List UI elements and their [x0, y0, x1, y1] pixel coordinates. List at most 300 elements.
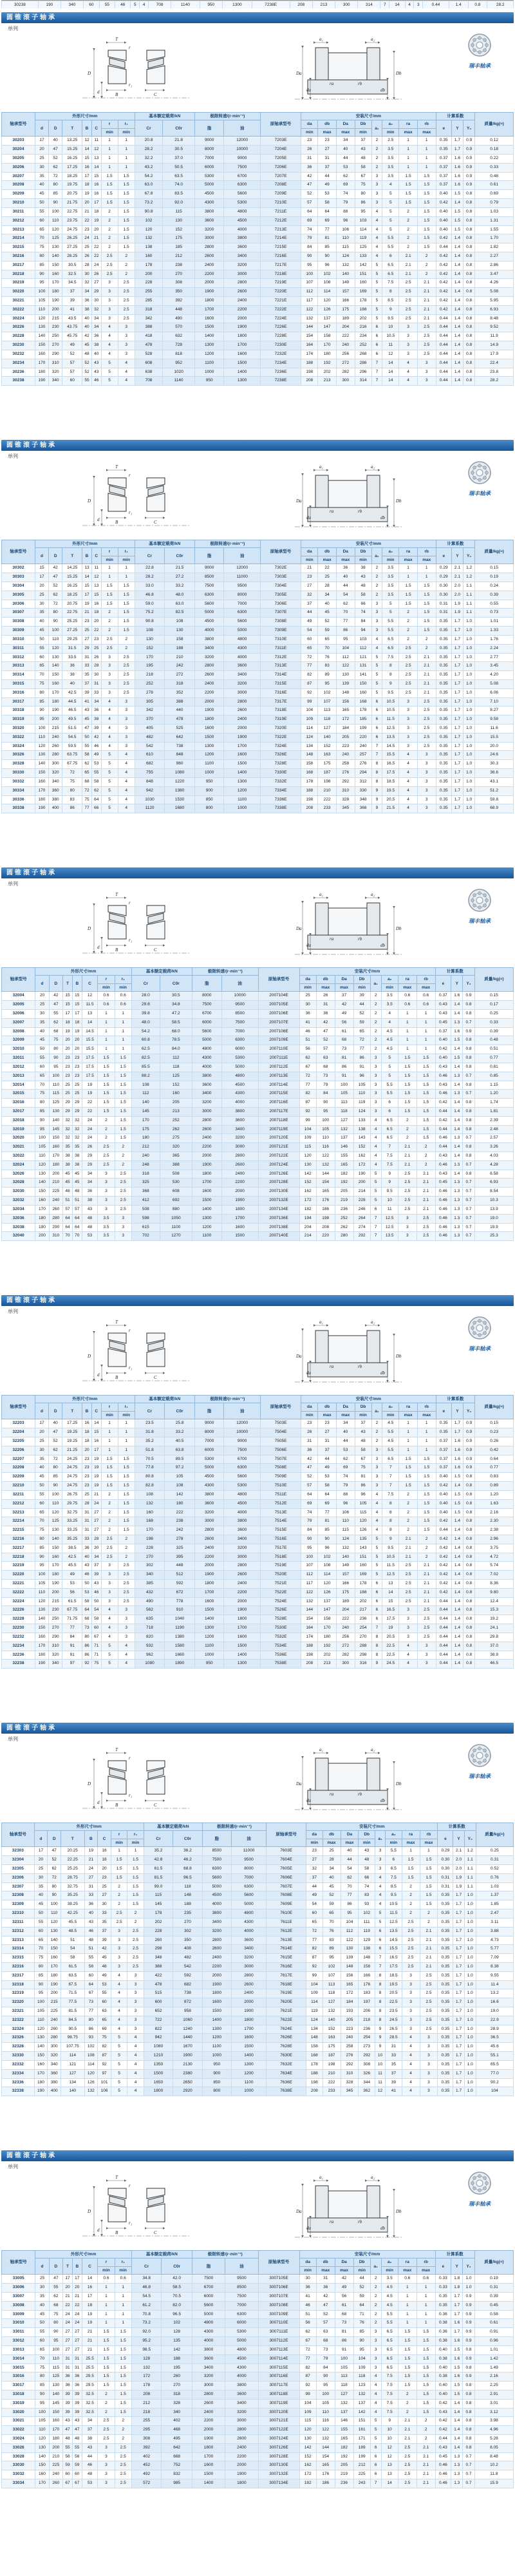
dim-label-da: da	[306, 943, 311, 948]
column-header: a₂	[382, 1403, 399, 1411]
table-row: 32211 55 100 26.75 25 21 2 1.5 108 142 3800 4800 7511E 64 64 88 96 4 7.5 2 1.5 0.40 1.5 0.8 1.20	[2, 1490, 514, 1499]
column-header: d	[35, 976, 49, 992]
table-row: 32215 75 130 33.25 31 27 2 1.5 170 242 2800 3600 7515E 84 85 115 126 4 8 2 1.5 0.44 1.4 0.8 2.38	[2, 1526, 514, 1535]
bearing-logo-icon	[467, 32, 492, 58]
table-row: 32214 70 125 33.25 31 27 2 1.5 168 238 3000 3800 7514E 79 81 110 120 4 8 2 1.5 0.42 1.4 0.8 2.30	[2, 1517, 514, 1526]
column-header: T	[62, 548, 82, 564]
dim-label-ra: ra	[330, 1792, 334, 1797]
table-row: 32014 70 110 25 25 19 1.5 1.5 108 152 3600 4500 2007114E 77 79 100 105 3 5.5 1.5 1.5 0.43 1.4 0.8 1.15	[2, 1081, 514, 1090]
column-header: 脂	[194, 548, 224, 564]
column-header: C0r	[165, 1403, 195, 1419]
table-row: 33028 140 210 56 56 44 3 2.5 402 668 1700 2200 3007128E 152 154 192 199 6 12 2.5 2.1 0.45 1.3 0.7 8.48	[2, 2452, 514, 2461]
column-header: min	[355, 556, 371, 564]
bearing-cross-section-diagram	[79, 2172, 194, 2246]
dim-label-da: da	[306, 1798, 311, 1803]
table-row: 30322 110 240 54.5 50 42 4 3 482 642 1500 1900 7322E 124 140 205 220 6 13.5 3 2.5 0.35 1.7 1.0 15.5	[2, 733, 514, 742]
dim-label-r: r	[129, 473, 131, 478]
column-header: max	[420, 1839, 438, 1846]
column-header: C	[91, 1403, 101, 1419]
column-header: rb	[417, 2259, 435, 2266]
column-header: Y₀	[463, 120, 474, 137]
column-header: min	[353, 983, 370, 991]
column-header: 质量/kg(≈)	[476, 1823, 513, 1847]
column-header: min	[299, 983, 316, 991]
column-header: 原轴承型号	[260, 113, 301, 137]
column-header: min	[101, 1411, 118, 1419]
table-row: 30334 170 360 80 72 62 5 4 942 1380 900 1200 7334E 188 210 310 330 9 19.5 4 3 0.35 1.7 1.0 51.2	[2, 786, 514, 795]
column-header: min	[115, 2266, 131, 2274]
page-title: 圆锥滚子轴承	[6, 442, 57, 449]
table-row: 30204 20 47 15.25 14 12 1 1 28.2 30.5 8000 10000 7204E 26 27 40 43 2 3.5 1 1 0.35 1.7 0.9 0.18	[2, 146, 514, 155]
table-row: 30319 95 200 49.5 45 38 4 3 370 478 1800 2400 7319E 109 118 172 185 6 11.5 3 2.5 0.35 1.7 1.0 9.58	[2, 715, 514, 724]
diagram-area	[1, 1743, 514, 1821]
dim-label-T: T	[115, 1747, 118, 1752]
column-header: e	[438, 1831, 453, 1847]
column-header: r	[98, 2259, 115, 2266]
column-header: 安装尺寸/mm	[301, 113, 436, 120]
bearing-logo-icon	[467, 1315, 492, 1341]
column-header: min	[118, 556, 135, 564]
table-row: 33011 55 90 27 27 21 1.5 1.5 92.0 128 4300 5300 3007111E 62 63 81 85 3 6.5 1.5 1.5 0.36 1.7 0.9 0.91	[2, 2328, 514, 2337]
page-title: 圆锥滚子轴承	[6, 2152, 57, 2159]
table-row: 33010 50 80 24 24 19 1 1 73.2 102 4800 6000 3007110E 56 57 73 76 2 5.5 1 1 0.38 1.6 0.9 0.61	[2, 2319, 514, 2328]
column-header: 原轴承型号	[267, 1823, 306, 1847]
table-row: 33024 120 180 48 48 38 2.5 2 308 495 1900 2600 3007124E 130 132 165 171 5 10 2.1 2 0.44 1.4 0.8 5.28	[2, 2435, 514, 2444]
catalog-section	[0, 2146, 515, 2574]
brand-name: 瑞丰轴承	[468, 490, 491, 497]
table-row: 32005 25 47 15 15 11.5 0.6 0.6 29.8 34.8 7500 9500 2007105E 30 31 42 44 2 3.5 0.6 0.6 0.43 1.4 0.8 0.17	[2, 1001, 514, 1010]
table-row: 30205 25 52 16.25 15 13 1 1 32.2 37.0 7000 9000 7205E 31 31 44 48 2 3.5 1 1 0.37 1.6 0.9 0.22	[2, 155, 514, 164]
column-header: 原轴承型号	[258, 2251, 299, 2275]
column-header: min	[382, 556, 399, 564]
table-row: 32008 40 68 19 19 14.5 1 1 54.2 68.0 5600 7000 2007108E 46 47 61 65 2 4.5 1 1 0.37 1.6 0.9 0.39	[2, 1027, 514, 1036]
column-header: B	[72, 2259, 82, 2275]
table-row: 32222 110 200 56 53 46 3 2.5 432 672 1700 2200 7522E 122 126 175 188 6 14 2.5 2.1 0.42 1.4 0.8 9.80	[2, 1588, 514, 1597]
dim-label-db: db	[380, 1798, 385, 1803]
dim-label-db: db	[380, 88, 385, 93]
table-row: 32015 75 115 25 25 19 1.5 1.5 112 160 3400 4300 2007115E 82 84 105 110 3 5.5 1.5 1.5 0.46 1.3 0.7 1.20	[2, 1090, 514, 1099]
column-header: B	[84, 1831, 98, 1847]
page-title: 圆锥滚子轴承	[6, 1725, 57, 1732]
table-row: 32311 55 120 45.5 43 35 2.5 2 202 270 3400 4300 7611E 65 70 104 111 5 12.5 2.5 2 0.35 1.7 1.0 3.11	[2, 1918, 514, 1927]
column-header: 油	[221, 976, 258, 992]
column-header: rb	[417, 976, 435, 983]
column-header: Y₀	[463, 2259, 475, 2275]
bearing-logo-icon	[467, 2170, 492, 2196]
dim-label-ra: ra	[330, 81, 334, 86]
bearing-spec-table	[1, 1395, 514, 1669]
catalog-section	[0, 1719, 515, 2146]
column-header: max	[417, 2266, 435, 2274]
column-header: 脂	[202, 1831, 231, 1847]
table-row: 32009 45 75 20 20 15.5 1 1 60.8 78.5 5000 6300 2007109E 51 52 68 72 2 4.5 1 1 0.40 1.5 0.8 0.48	[2, 1036, 514, 1045]
brand-logo	[457, 1315, 502, 1352]
column-header: rb	[417, 548, 436, 556]
column-header: Db	[355, 548, 371, 556]
column-header: e	[436, 1403, 451, 1419]
column-header: Y	[451, 548, 463, 564]
table-row: 30306 30 72 20.75 19 16 1.5 1.5 59.0 63.0 5600 7000 7306E 37 40 62 66 3 5 1.5 1.5 0.31 1.9 1.1 0.55	[2, 600, 514, 609]
dim-label-ra: ra	[330, 2219, 334, 2224]
column-header: db	[323, 1831, 341, 1839]
column-header: ra	[399, 1403, 418, 1411]
column-header: db	[318, 548, 337, 556]
dim-label-B: B	[115, 1803, 118, 1808]
column-header: Da	[336, 120, 355, 128]
dim-label-r1: r₁	[129, 82, 133, 88]
column-header: D	[49, 548, 62, 564]
column-header: max	[399, 128, 418, 136]
table-row: 33016 80 125 36 36 29.5 1.5 1.5 172 260 3200 4000 3007116E 87 90 113 118 4 7.5 1.5 1.5 0.38 1.6 0.9 2.16	[2, 2372, 514, 2382]
column-header: Db	[359, 1831, 375, 1839]
table-row: 32230 150 270 77 73 60 4 3 718 1190 1300 1700 7530E 164 170 240 254 7 19 3 2.5 0.44 1.4 0.8 24.1	[2, 1624, 514, 1633]
column-header: d	[35, 120, 48, 137]
column-header: ra	[402, 1831, 420, 1839]
table-row: 30332 160 340 75 68 58 5 4 848 1220 950 1300 7332E 178 198 292 312 8 18.5 4 3 0.35 1.7 1.0 43.1	[2, 777, 514, 786]
column-header: max	[417, 128, 436, 136]
column-header: Db	[353, 976, 370, 983]
section-subtitle: 单列	[8, 881, 18, 887]
column-header: 质量/kg(≈)	[475, 113, 514, 137]
column-header: min	[355, 128, 371, 136]
table-row: 30312 60 130 33.5 31 26 3 2.5 170 210 3200 4000 7312E 72 76 112 121 5 7.5 2.5 2.1 0.35 1.7 1.0 2.77	[2, 653, 514, 662]
column-header: max	[335, 983, 353, 991]
table-row: 33005 25 47 17 17 14 0.6 0.6 34.8 42.0 7500 9500 3007105E 30 31 42 44 2 3.5 0.6 0.6 0.33 1.8 1.0 0.19	[2, 2275, 514, 2284]
column-header: min	[118, 1411, 135, 1419]
column-header: r	[101, 120, 118, 128]
brand-name: 瑞丰轴承	[468, 1773, 491, 1779]
column-header: Y₀	[463, 976, 475, 992]
dim-label-ra: ra	[330, 509, 334, 514]
column-header: min	[353, 2266, 370, 2274]
table-row: 32313 65 140 51 48 39 3 2.5 260 350 2800 3600 7613E 77 83 122 129 6 14.5 2.5 2.1 0.35 1.7 1.0 4.73	[2, 1936, 514, 1945]
column-header: 外形尺寸/mm	[34, 1823, 144, 1831]
column-header: max	[341, 1839, 359, 1846]
table-row: 32315 75 160 58 55 45 3 2.5 348 482 2400 3200 7615E 87 95 139 148 7 16.5 2.5 2.1 0.35 1.7 1.0 7.09	[2, 1954, 514, 1963]
table-row: 32208 40 80 24.75 23 19 1.5 1.5 77.8 97.2 5000 6300 7508E 47 49 69 75 3 7 1.5 1.5 0.37 1.6 0.9 0.77	[2, 1464, 514, 1473]
column-header: 极限转速/(r·min⁻¹)	[192, 968, 258, 976]
table-row: 32324 120 260 90.5 86 69 4 3 822 1240 1300 1700 7624E 134 152 223 236 9 26.5 3 2.5 0.35 1.7 1.0 28.9	[2, 2025, 514, 2034]
dim-label-a2: a₂	[371, 892, 375, 897]
dim-label-a2: a₂	[371, 1747, 375, 1752]
dim-label-C: C	[154, 2230, 157, 2235]
column-header: a₁	[370, 976, 381, 992]
column-header: Cr	[135, 120, 163, 137]
table-row: 33009 45 75 24 24 19 1 1 70.8 96.5 5000 6300 3007109E 51 52 68 71 2 5.5 1 1 0.36 1.7 0.9 0.58	[2, 2310, 514, 2319]
table-row: 32020 100 150 32 32 24 2 1.5 180 275 2400 3200 2007120E 109 110 137 143 4 6.5 2 1.5 0.46 1.3 0.7 2.57	[2, 1134, 514, 1143]
catalog-section	[0, 1291, 515, 1719]
table-row: 32232 160 290 84 80 67 4 3 820 1380 1200 1600 7532E 174 180 256 270 8 20.5 3 2.5 0.44 1.4 0.8 29.8	[2, 1633, 514, 1642]
table-row: 32338 190 400 140 132 106 5 4 1800 2920 800 1000 7638E 208 233 345 362 12 41 4 3 0.35 1.7 1.0 104	[2, 2087, 514, 2096]
section-title-bar	[1, 12, 514, 23]
table-row: 33032 160 240 60 60 48 3 2.5 492 832 1500 1900 3007132E 172 176 219 225 6 13 2.5 2.1 0.46 1.3 0.7 11.8	[2, 2470, 514, 2479]
table-row: 32016 80 125 29 29 22 1.5 1.5 140 205 3200 4000 2007116E 87 90 113 119 3 6 1.5 1.5 0.42 1.4 0.8 1.74	[2, 1099, 514, 1108]
table-row: 30311 55 120 31.5 29 25 2.5 2 152 188 3400 4300 7311E 65 70 104 112 4 6.5 2.5 2 0.35 1.7 1.0 2.24	[2, 644, 514, 653]
column-header: e	[435, 2259, 451, 2275]
section-title-bar	[1, 2150, 514, 2161]
dim-label-D: D	[88, 926, 91, 931]
section-subtitle: 单列	[8, 2164, 18, 2170]
table-row: 32304 20 52 22.25 21 18 1.5 1.5 42.8 46.2 7500 9500 7604E 27 28 44 48 3 6 1.5 1.5 0.30 2.0 1.1 0.31	[2, 1856, 514, 1865]
column-header: min	[306, 1839, 323, 1846]
table-row: 30207 35 72 18.25 17 15 1.5 1.5 54.2 63.5 5300 6700 7207E 42 44 62 67 3 3.5 1.5 1.5 0.37 1.6 0.9 0.48	[2, 172, 514, 181]
column-header: 质量/kg(≈)	[474, 968, 513, 992]
column-header: 油	[224, 1403, 260, 1419]
dim-label-da: da	[306, 88, 311, 93]
diagram-area	[1, 1315, 514, 1394]
table-row: 32234 170 310 91 86 71 5 4 932 1580 1100 1500 7534E 188 192 272 288 8 22.5 4 3 0.44 1.4 0.8 37.0	[2, 1642, 514, 1651]
spec-table-header	[2, 1823, 514, 1847]
column-header: 安装尺寸/mm	[301, 1396, 436, 1403]
table-row: 32213 65 120 32.75 31 27 2 1.5 160 222 3200 4000 7513E 74 77 106 115 4 8 2 1.5 0.40 1.5 0.8 2.16	[2, 1508, 514, 1517]
table-row: 30212 60 110 23.75 22 19 2 1.5 102 130 3600 4500 7212E 69 69 96 103 4 5 2 1.5 0.40 1.5 0.8 1.31	[2, 216, 514, 225]
table-row: 30208 40 80 19.75 18 16 1.5 1.5 63.0 74.0 5000 6300 7208E 47 49 69 75 3 4 1.5 1.5 0.37 1.6 0.9 0.61	[2, 181, 514, 190]
column-header: ra	[398, 2259, 417, 2266]
dim-label-T: T	[115, 37, 118, 42]
table-row: 33019 95 145 39 39 32.5 2 1.5 212 328 2600 3400 3007119E 104 105 132 137 4 7.5 2 1.5 0.42 1.4 0.8 3.01	[2, 2399, 514, 2408]
table-row: 30219 95 170 34.5 32 27 3 2.5 228 308 2000 2800 7219E 107 108 149 160 5 7.5 2.5 2.1 0.42 1.4 0.8 4.26	[2, 279, 514, 288]
dim-label-C: C	[154, 520, 157, 525]
dim-label-db: db	[380, 943, 385, 948]
column-header: a₁	[375, 1831, 385, 1847]
table-row: 32334 170 360 127 120 97 5 4 1500 2380 900 1200 7634E 188 210 310 326 11 37 4 3 0.35 1.7 1.0 77.0	[2, 2069, 514, 2078]
column-header: 极限转速/(r·min⁻¹)	[202, 1823, 266, 1831]
table-row: 32007 35 62 18 18 14 1 1 48.0 58.5 6000 7500 2007107E 41 42 56 59 2 4 1 1 0.45 1.3 0.7 0.33	[2, 1018, 514, 1027]
column-header: r	[101, 1403, 118, 1411]
table-row: 32336 180 380 134 126 101 5 4 1650 2650 850 1100 7636E 198 222 328 344 11 39 4 3 0.35 1.7 1.0 90.2	[2, 2078, 514, 2087]
column-header: Da	[336, 548, 355, 556]
section-title-bar	[1, 1723, 514, 1734]
column-header: r₁	[118, 548, 135, 556]
dim-label-rb: rb	[358, 1364, 362, 1369]
section-subtitle: 单列	[8, 453, 18, 459]
column-header: a₂	[386, 1831, 402, 1839]
dim-label-rb: rb	[358, 936, 362, 942]
bearing-spec-table	[1, 967, 514, 1241]
table-row: 32038 190 290 64 64 48 3.5 3 615 1100 1200 1600 2007138E 204 208 262 274 7 12.5 3 2.5 0.46 1.3 0.7 19.9	[2, 1223, 514, 1232]
column-header: C	[82, 2259, 98, 2275]
table-row: 30238 190 340 60 55 46 5 4 708 1140 950 1300 7238E 208 213 300 314 7 14 4 3 0.44 1.4 0.8 28.2	[2, 377, 514, 386]
column-header: ra	[398, 976, 417, 983]
column-header: 质量/kg(≈)	[474, 2251, 513, 2275]
dim-label-Da: Da	[296, 1781, 302, 1786]
table-row: 33018 90 140 39 39 32.5 2 1.5 208 318 2800 3600 3007118E 99 100 127 132 4 7.5 2 1.5 0.40 1.5 0.8 2.91	[2, 2390, 514, 2399]
table-row: 30324 120 260 59.5 55 46 4 3 542 738 1300 1700 7324E 134 152 223 240 7 14.5 3 2.5 0.35 1.7 1.0 20.0	[2, 742, 514, 751]
table-row: 30210 50 90 21.75 20 17 1.5 1.5 73.2 92.0 4300 5300 7210E 57 58 79 86 3 5 1.5 1.5 0.42 1.4 0.8 0.79	[2, 199, 514, 208]
column-header: Y	[453, 1831, 465, 1847]
dim-label-r: r	[129, 1756, 131, 1761]
bearing-logo-icon	[467, 887, 492, 913]
column-header: a₂	[382, 548, 399, 556]
page-title: 圆锥滚子轴承	[6, 1297, 57, 1304]
column-header: min	[301, 1411, 318, 1419]
column-header: 脂	[192, 976, 221, 992]
table-row: 33012 60 95 27 27 21 1.5 1.5 95.2 135 4000 5000 3007112E 67 68 86 90 3 6.5 1.5 1.5 0.38 1.6 0.9 0.96	[2, 2337, 514, 2346]
table-row: 32328 140 300 107.75 102 82 5 4 1080 1670 1100 1500 7628E 158 175 258 273 9 31 4 3 0.35 1.7 1.0 45.6	[2, 2043, 514, 2052]
section-title-bar	[1, 867, 514, 878]
column-header: B	[82, 548, 92, 564]
dim-label-Db: Db	[396, 71, 402, 76]
column-header: 基本额定载荷/kN	[131, 2251, 192, 2259]
table-row: 33021 105 160 43 43 34 2.5 2 255 402 2200 3000 3007121E 115 116 146 151 5 9 2.1 2 0.42 1.4 0.8 3.98	[2, 2417, 514, 2426]
table-row: 32030 150 225 48 48 36 3 2.5 368 608 1600 2000 2007130E 162 165 205 214 5 9.5 2.5 2.1 0.46 1.3 0.7 8.54	[2, 1188, 514, 1197]
column-header: D	[49, 1403, 62, 1419]
column-header: 脂	[192, 2259, 225, 2275]
column-header: max	[318, 556, 337, 564]
table-row: 30218 90 160 32.5 30 26 2.5 2 200 270 2200 3000 7218E 100 102 140 151 5 6.5 2.1 2 0.42 1.4 0.8 3.47	[2, 270, 514, 279]
column-header: C0r	[160, 976, 192, 992]
dim-label-a1: a₁	[319, 892, 323, 897]
column-header: r₁	[127, 1831, 144, 1839]
column-header: 外形尺寸/mm	[35, 540, 135, 548]
column-header: Cr	[135, 548, 165, 564]
column-header: a₂	[382, 120, 399, 128]
table-row: 32216 80 140 35.25 33 28 2.5 2 198 278 2600 3400 7516E 90 90 124 135 5 9 2.1 2 0.42 1.4 0.8 2.96	[2, 1535, 514, 1544]
page-title: 圆锥滚子轴承	[6, 869, 57, 876]
bearing-cross-section-diagram	[79, 1744, 194, 1819]
table-row: 30303 17 47 15.25 14 12 1 1 28.2 27.2 8500 11000 7303E 23 25 40 43 2 3.5 1 1 0.29 2.1 1.2 0.19	[2, 573, 514, 582]
section-title-bar	[1, 1295, 514, 1306]
column-header: D	[49, 2259, 62, 2275]
table-row: 32236 180 320 91 86 71 5 4 962 1660 1000 1400 7536E 198 202 282 298 8 22.5 4 3 0.44 1.4 0.8 38.9	[2, 1651, 514, 1660]
column-header: 极限转速/(r·min⁻¹)	[194, 1396, 260, 1403]
brand-name: 瑞丰轴承	[468, 2201, 491, 2207]
column-header: Y₀	[463, 548, 474, 564]
column-header: 质量/kg(≈)	[475, 1396, 514, 1419]
mounting-diagram	[291, 33, 407, 108]
table-row: 30211 55 100 22.75 21 18 2 1.5 90.8 115 3800 4800 7211E 64 64 88 95 4 5 2 1.5 0.40 1.5 0.8 1.03	[2, 207, 514, 216]
table-row: 30304 20 52 16.25 15 13 1.5 1.5 33.0 33.2 7500 9500 7304E 27 28 44 48 2 3.5 1.5 1.5 0.30 2.0 1.1 0.24	[2, 582, 514, 591]
column-header: max	[336, 1411, 355, 1419]
spec-table-header	[2, 968, 514, 992]
table-row: 30214 70 125 26.25 24 21 2 1.5 132 175 3000 3800 7214E 79 81 110 119 4 5.5 2 1.5 0.42 1.4 0.8 1.70	[2, 234, 514, 243]
diagram-area	[1, 460, 514, 538]
column-header: min	[98, 983, 115, 991]
table-row: 32203 17 40 17.25 16 14 1 1 23.5 25.8 9000 12000 7503E 23 23 34 37 2 4.5 1 1 0.35 1.7 0.9 0.15	[2, 1419, 514, 1428]
table-row: 30217 85 150 30.5 28 24 2.5 2 178 238 2400 3200 7217E 95 96 132 142 5 6.5 2.1 2 0.42 1.4 0.8 2.86	[2, 261, 514, 270]
table-row: 32326 130 280 98.75 93 75 5 4 942 1440 1200 1600 7626E 148 163 240 254 9 28.5 4 3 0.35 1.7 1.0 36.5	[2, 2034, 514, 2043]
brand-name: 瑞丰轴承	[468, 1345, 491, 1352]
dim-label-C: C	[154, 92, 157, 97]
dim-label-T: T	[115, 892, 118, 897]
column-header: min	[101, 556, 118, 564]
dim-label-a1: a₁	[319, 37, 323, 42]
table-row: 30320 100 215 51.5 47 39 4 3 405 525 1600 2000 7320E 114 127 184 199 6 12.5 3 2.5 0.35 1.7 1.0 11.6	[2, 724, 514, 734]
column-header: D	[49, 976, 62, 992]
column-header: Cr	[131, 2259, 162, 2275]
column-header: max	[335, 2266, 353, 2274]
column-header: 脂	[194, 1403, 224, 1419]
dim-label-Db: Db	[396, 1781, 402, 1786]
column-header: D	[48, 1831, 61, 1847]
column-header: Db	[353, 2259, 370, 2266]
table-row: 32224 120 215 61.5 58 50 3 2.5 490 778 1600 2000 7524E 132 137 189 202 6 15 2.5 2.1 0.44 1.4 0.8 12.4	[2, 1597, 514, 1606]
column-header: da	[301, 120, 318, 128]
table-row: 32018 90 140 32 32 24 2 1.5 170 252 2800 3600 2007118E 99 100 127 133 4 6.5 2 1.5 0.42 1.4 0.8 2.39	[2, 1116, 514, 1125]
column-header: min	[301, 556, 318, 564]
dim-label-Da: Da	[296, 71, 302, 76]
column-header: a₂	[381, 2259, 398, 2266]
column-header: ra	[399, 120, 418, 128]
dim-label-B: B	[115, 947, 118, 952]
dim-label-d: d	[97, 1800, 100, 1805]
table-row: 32320 100 215 77.5 73 60 4 3 600 872 1600 2000 7620E 114 127 184 197 8 22.5 3 2.5 0.35 1.7 1.0 16.6	[2, 1998, 514, 2007]
mounting-diagram	[291, 1316, 407, 1391]
column-header: 极限转速/(r·min⁻¹)	[192, 2251, 258, 2259]
dim-label-db: db	[380, 515, 385, 520]
column-header: ra	[399, 548, 418, 556]
column-header: db	[318, 1403, 337, 1411]
column-header: Y	[451, 120, 463, 137]
page-title: 圆锥滚子轴承	[6, 14, 57, 21]
table-row: 30232 160 290 52 48 40 4 3 528 818 1200 1600 7232E 174 180 256 268 6 12 3 2.5 0.44 1.4 0.8 17.9	[2, 350, 514, 359]
table-row: 30224 120 215 43.5 40 34 3 2.5 342 490 1600 2000 7224E 132 137 189 202 5 9.5 2.5 2.1 0.44 1.4 0.8 8.48	[2, 314, 514, 323]
catalog-section	[0, 8, 515, 436]
column-header: r₁	[118, 120, 135, 128]
table-row: 32026 130 200 45 45 34 3 2.5 318 508 1800 2400 2007126E 142 144 182 190 5 9 2.5 2.1 0.43 1.4 0.8 6.58	[2, 1170, 514, 1179]
column-header: max	[417, 556, 436, 564]
column-header: e	[435, 976, 451, 992]
table-row: 32221 105 190 53 50 43 3 2.5 385 592 1800 2400 7521E 117 120 166 178 6 13 2.5 2.1 0.42 1.4 0.8 8.36	[2, 1580, 514, 1589]
column-header: 计算系数	[436, 113, 475, 120]
column-header: r	[111, 1831, 127, 1839]
dim-label-T: T	[115, 1320, 118, 1325]
column-header: 基本额定载荷/kN	[135, 1396, 194, 1403]
column-header: 轴承型号	[2, 2251, 35, 2275]
dim-label-a2: a₂	[371, 37, 375, 42]
table-row: 30336 180 380 83 75 64 5 4 1030 1530 850 1100 7336E 198 222 328 348 9 20.5 4 3 0.35 1.7 1.0 59.8	[2, 795, 514, 804]
brand-logo	[457, 887, 502, 925]
table-row: 32040 200 310 70 70 53 3.5 3 702 1270 1100 1500 2007140E 214 220 280 292 7 13.5 3 2.5 0.46 1.3 0.7 25.3	[2, 1232, 514, 1241]
dim-label-Db: Db	[396, 1354, 402, 1359]
table-row: 30226 130 230 43.75 40 34 4 3 388 570 1500 1900 7226E 144 147 204 216 6 10 3 2.5 0.44 1.4 0.8 9.52	[2, 323, 514, 332]
column-header: 油	[231, 1831, 266, 1847]
column-header: r₁	[115, 976, 131, 983]
table-row: 30326 130 280 63.75 58 49 5 4 610 848 1200 1600 7326E 148 163 240 257 7 15.5 4 3 0.35 1.7 1.0 24.6	[2, 751, 514, 760]
column-header: min	[382, 128, 399, 136]
column-header: a₂	[381, 976, 398, 983]
column-header: r	[101, 548, 118, 556]
column-header: a₁	[371, 1403, 382, 1419]
column-header: 计算系数	[435, 2251, 474, 2259]
bearing-logo-icon	[467, 460, 492, 486]
table-row: 32206 30 62 21.25 20 17 1 1 51.8 63.8 6000 7500 7506E 36 37 53 58 3 5.5 1 1 0.37 1.6 0.9 0.42	[2, 1446, 514, 1455]
column-header: Da	[335, 976, 353, 983]
dim-label-T: T	[115, 2175, 118, 2180]
dim-label-B: B	[115, 92, 118, 97]
column-header: 油	[225, 2259, 258, 2275]
dim-label-ra: ra	[330, 1364, 334, 1369]
column-header: B	[82, 1403, 92, 1419]
table-row: 30236 180 320 57 52 43 5 4 638 1020 1000 1400 7236E 198 202 282 296 7 14 4 3 0.44 1.4 0.8 23.8	[2, 368, 514, 377]
dim-label-B: B	[115, 520, 118, 525]
column-header: 计算系数	[435, 968, 474, 976]
dim-label-a2: a₂	[371, 1320, 375, 1325]
diagram-area	[1, 32, 514, 111]
column-header: 外形尺寸/mm	[35, 2251, 132, 2259]
catalog-sections	[0, 8, 515, 2574]
table-row: 32312 60 130 48.5 46 37 3 2.5 228 302 3200 4000 7612E 72 76 112 119 6 13.5 2.5 2.1 0.35 1.7 1.0 3.88	[2, 1927, 514, 1936]
column-header: 原轴承型号	[258, 968, 299, 992]
column-header: B	[82, 120, 92, 137]
dim-label-r: r	[129, 45, 131, 50]
column-header: rb	[417, 1403, 436, 1411]
table-row: 32207 35 72 24.25 23 19 1.5 1.5 70.5 89.5 5300 6700 7507E 42 44 62 67 3 6.5 1.5 1.5 0.37 1.6 0.9 0.64	[2, 1455, 514, 1464]
column-header: max	[398, 2266, 417, 2274]
table-row: 30308 40 90 25.25 23 20 2 1.5 90.8 108 4500 5600 7308E 49 52 77 84 3 5.5 2 1.5 0.35 1.7 1.0 1.01	[2, 618, 514, 627]
brand-logo	[457, 32, 502, 70]
column-header: Y	[451, 1403, 463, 1419]
